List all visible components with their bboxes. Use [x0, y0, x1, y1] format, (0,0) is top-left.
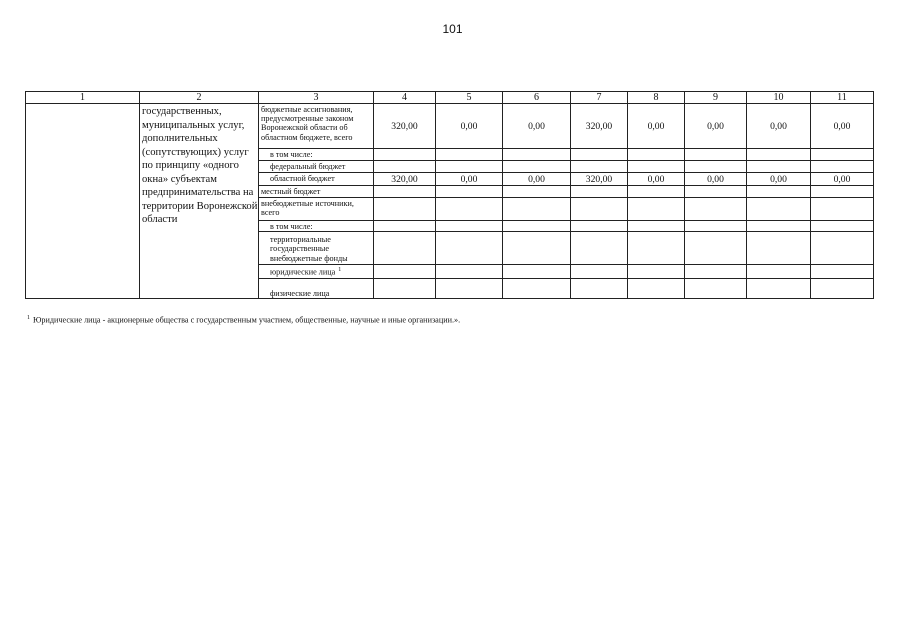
value-cell: [374, 198, 436, 221]
table-row: [26, 104, 874, 149]
footnote-text: Юридические лица - акционерные общества с государственным участием, общественные, научные и иные организации.».: [33, 315, 461, 325]
value-cell: 320,00: [374, 104, 436, 149]
funding-source: федеральный бюджет: [259, 161, 374, 173]
column-header: 2: [140, 92, 259, 104]
value-cell: [685, 265, 747, 279]
header-row: [26, 92, 874, 104]
value-cell: [374, 186, 436, 198]
budget-table: [25, 91, 874, 299]
value-cell: [685, 279, 747, 299]
value-cell: [503, 221, 571, 232]
value-cell: [503, 161, 571, 173]
value-cell: 320,00: [571, 173, 628, 186]
value-cell: 0,00: [628, 173, 685, 186]
value-cell: [747, 279, 811, 299]
value-cell: [503, 186, 571, 198]
value-cell: 320,00: [374, 173, 436, 186]
value-cell: [811, 232, 874, 265]
value-cell: 320,00: [571, 104, 628, 149]
value-cell: [571, 221, 628, 232]
value-cell: [436, 221, 503, 232]
value-cell: [374, 279, 436, 299]
value-cell: [571, 232, 628, 265]
value-cell: [374, 265, 436, 279]
column-header: 10: [747, 92, 811, 104]
value-cell: [685, 186, 747, 198]
value-cell: [374, 161, 436, 173]
value-cell: [747, 221, 811, 232]
value-cell: [685, 161, 747, 173]
value-cell: [628, 221, 685, 232]
value-cell: [628, 232, 685, 265]
funding-source: физические лица: [259, 279, 374, 299]
value-cell: [436, 232, 503, 265]
value-cell: [811, 265, 874, 279]
value-cell: [811, 149, 874, 161]
value-cell: [747, 232, 811, 265]
value-cell: 0,00: [503, 104, 571, 149]
funding-source: внебюджетные источники, всего: [259, 198, 374, 221]
value-cell: [628, 186, 685, 198]
value-cell: 0,00: [811, 173, 874, 186]
value-cell: 0,00: [685, 104, 747, 149]
value-cell: [685, 221, 747, 232]
value-cell: [503, 265, 571, 279]
value-cell: [628, 265, 685, 279]
value-cell: [628, 149, 685, 161]
value-cell: [571, 198, 628, 221]
column-header: 9: [685, 92, 747, 104]
column-header: 1: [26, 92, 140, 104]
column-header: 11: [811, 92, 874, 104]
footnote-mark: 1: [338, 267, 342, 274]
column-header: 7: [571, 92, 628, 104]
page-number: 101: [442, 22, 463, 36]
footnote: [27, 315, 460, 325]
funding-source: местный бюджет: [259, 186, 374, 198]
value-cell: [436, 265, 503, 279]
funding-source: областной бюджет: [259, 173, 374, 186]
measure-name: государственных, муниципальных услуг, дополнительных (сопутствующих) услуг по принципу «одного окна» субъектам предпринимательства на территории Воронежской области: [140, 104, 259, 299]
value-cell: [747, 149, 811, 161]
column-header: 4: [374, 92, 436, 104]
funding-source: в том числе:: [259, 221, 374, 232]
value-cell: 0,00: [685, 173, 747, 186]
value-cell: [685, 198, 747, 221]
value-cell: 0,00: [503, 173, 571, 186]
value-cell: [436, 198, 503, 221]
value-cell: [571, 149, 628, 161]
value-cell: [811, 198, 874, 221]
value-cell: [685, 149, 747, 161]
value-cell: [503, 198, 571, 221]
value-cell: 0,00: [811, 104, 874, 149]
value-cell: [503, 232, 571, 265]
value-cell: 0,00: [747, 104, 811, 149]
value-cell: [503, 149, 571, 161]
value-cell: [571, 265, 628, 279]
empty-cell: [26, 104, 140, 299]
value-cell: [571, 279, 628, 299]
column-header: 5: [436, 92, 503, 104]
funding-source: юридические лица: [270, 267, 336, 277]
value-cell: [628, 161, 685, 173]
value-cell: [811, 161, 874, 173]
value-cell: 0,00: [436, 173, 503, 186]
value-cell: [747, 186, 811, 198]
column-header: 8: [628, 92, 685, 104]
value-cell: [374, 149, 436, 161]
value-cell: [374, 232, 436, 265]
value-cell: [747, 265, 811, 279]
value-cell: [436, 186, 503, 198]
value-cell: [628, 198, 685, 221]
value-cell: [436, 279, 503, 299]
value-cell: [685, 232, 747, 265]
funding-source-cell: [259, 265, 374, 279]
value-cell: [747, 161, 811, 173]
value-cell: [628, 279, 685, 299]
value-cell: [436, 149, 503, 161]
value-cell: [571, 186, 628, 198]
value-cell: [571, 161, 628, 173]
value-cell: [811, 279, 874, 299]
funding-source: в том числе:: [259, 149, 374, 161]
funding-source: территориальные государственные внебюджетные фонды: [259, 232, 374, 265]
value-cell: 0,00: [747, 173, 811, 186]
column-header: 6: [503, 92, 571, 104]
value-cell: [811, 221, 874, 232]
footnote-mark: 1: [27, 315, 30, 321]
value-cell: [811, 186, 874, 198]
funding-source: бюджетные ассигнования, предусмотренные законом Воронежской области об областном бюджете, всего: [259, 104, 374, 149]
value-cell: [374, 221, 436, 232]
value-cell: [503, 279, 571, 299]
value-cell: [747, 198, 811, 221]
column-header: 3: [259, 92, 374, 104]
value-cell: 0,00: [628, 104, 685, 149]
value-cell: 0,00: [436, 104, 503, 149]
value-cell: [436, 161, 503, 173]
